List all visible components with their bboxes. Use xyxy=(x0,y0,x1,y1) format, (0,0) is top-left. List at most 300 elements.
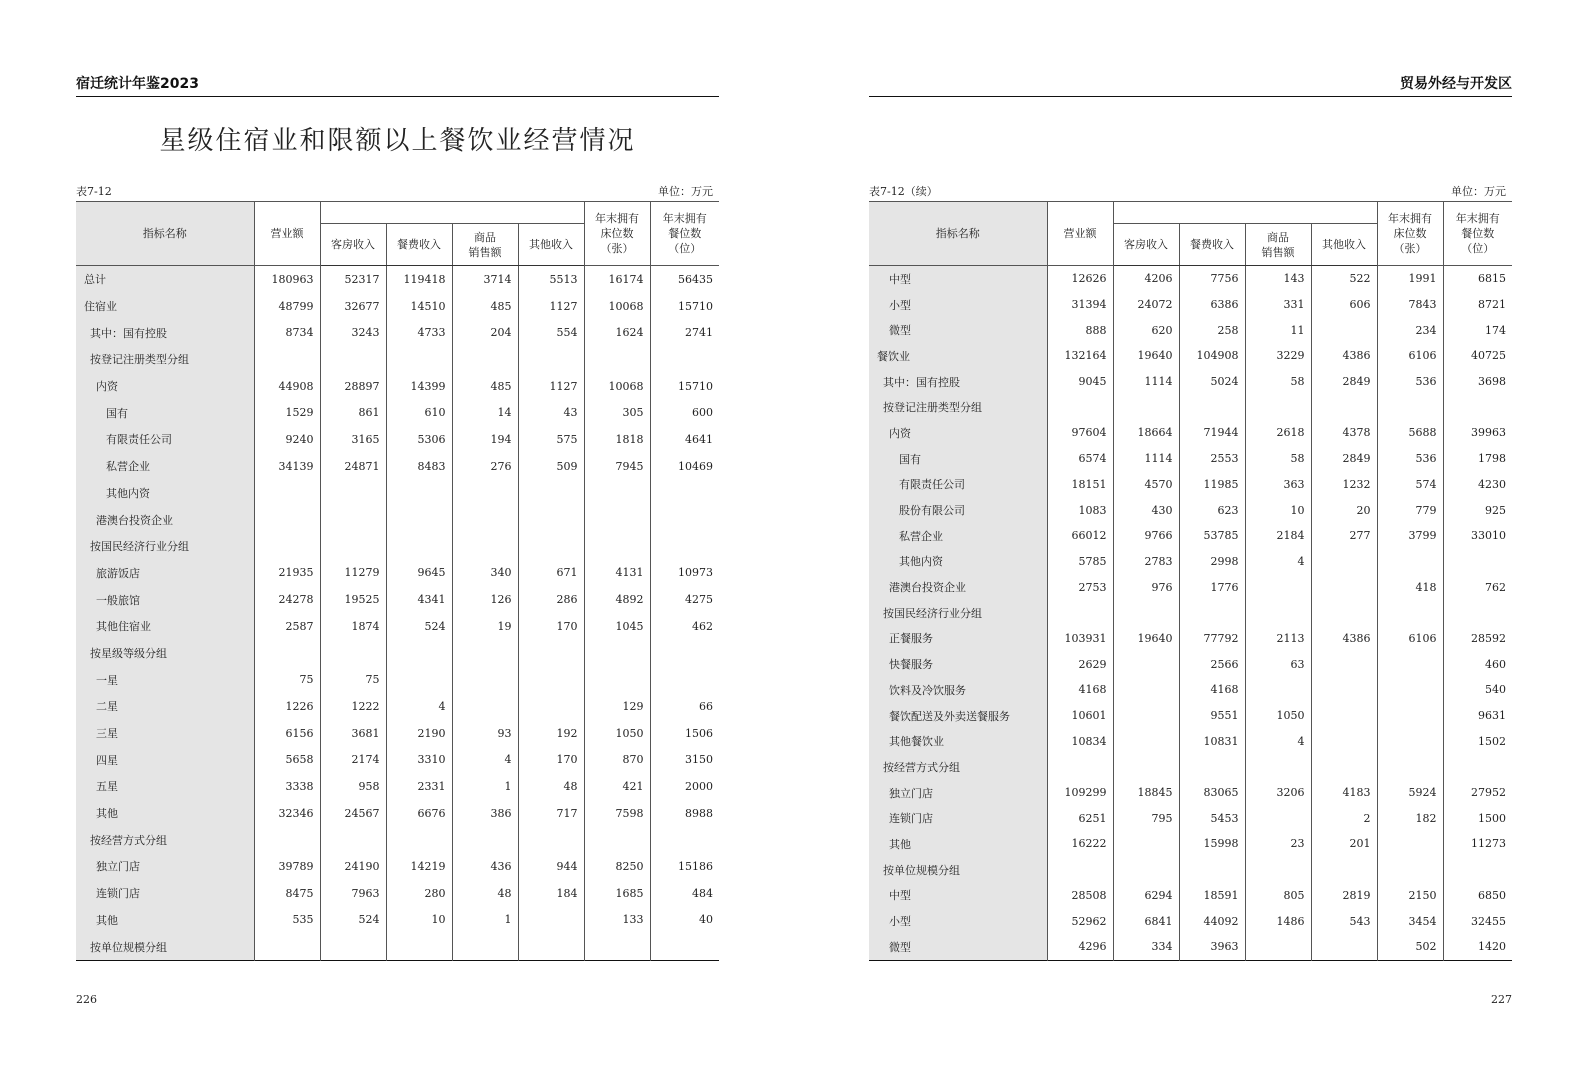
table-unit: 单位：万元 xyxy=(658,185,713,198)
cell-value xyxy=(1377,728,1443,754)
cell-value: 2753 xyxy=(1047,574,1113,600)
cell-value xyxy=(1311,600,1377,626)
cell-value: 9240 xyxy=(254,426,320,453)
cell-value: 502 xyxy=(1377,934,1443,960)
header-beds: 年末拥有 床位数 （张） xyxy=(1377,202,1443,266)
table-row xyxy=(76,826,719,853)
cell-value xyxy=(386,480,452,507)
row-label: 独立门店 xyxy=(76,853,254,880)
cell-value xyxy=(1377,394,1443,420)
cell-value: 66012 xyxy=(1047,523,1113,549)
header-goods: 商品 销售额 xyxy=(1245,224,1311,266)
row-label: 微型 xyxy=(869,934,1047,960)
cell-value: 24567 xyxy=(320,800,386,827)
row-label: 一星 xyxy=(76,666,254,693)
cell-value: 277 xyxy=(1311,523,1377,549)
cell-value: 5924 xyxy=(1377,780,1443,806)
cell-value: 3229 xyxy=(1245,343,1311,369)
cell-value: 1502 xyxy=(1443,728,1512,754)
row-label: 总计 xyxy=(76,266,254,293)
cell-value xyxy=(1179,600,1245,626)
cell-value: 8988 xyxy=(650,800,719,827)
cell-value xyxy=(254,640,320,667)
cell-value: 15186 xyxy=(650,853,719,880)
cell-value: 71944 xyxy=(1179,420,1245,446)
cell-value xyxy=(1113,728,1179,754)
cell-value: 16174 xyxy=(584,266,650,293)
cell-value xyxy=(584,666,650,693)
row-label: 港澳台投资企业 xyxy=(76,506,254,533)
cell-value: 75 xyxy=(254,666,320,693)
cell-value: 524 xyxy=(386,613,452,640)
cell-value: 2783 xyxy=(1113,549,1179,575)
cell-value: 28897 xyxy=(320,373,386,400)
running-header: 宿迁统计年鉴2023 xyxy=(76,74,719,97)
cell-value: 430 xyxy=(1113,497,1179,523)
cell-value: 3454 xyxy=(1377,908,1443,934)
cell-value: 194 xyxy=(452,426,518,453)
cell-value: 133 xyxy=(584,907,650,934)
cell-value: 574 xyxy=(1377,472,1443,498)
cell-value: 19640 xyxy=(1113,343,1179,369)
cell-value: 170 xyxy=(518,613,584,640)
cell-value xyxy=(1377,857,1443,883)
cell-value: 1624 xyxy=(584,319,650,346)
header-room: 客房收入 xyxy=(1113,224,1179,266)
cell-value: 4296 xyxy=(1047,934,1113,960)
cell-value: 4386 xyxy=(1311,343,1377,369)
row-label: 小型 xyxy=(869,908,1047,934)
cell-value: 27952 xyxy=(1443,780,1512,806)
header-room: 客房收入 xyxy=(320,224,386,266)
cell-value: 19 xyxy=(452,613,518,640)
table-row xyxy=(869,369,1512,395)
cell-value: 75 xyxy=(320,666,386,693)
row-label: 中型 xyxy=(869,883,1047,909)
row-label: 五星 xyxy=(76,773,254,800)
cell-value xyxy=(1377,754,1443,780)
cell-value: 58 xyxy=(1245,369,1311,395)
cell-value xyxy=(320,933,386,960)
header-revenue-breakdown xyxy=(320,202,584,224)
cell-value: 18151 xyxy=(1047,472,1113,498)
cell-value xyxy=(386,640,452,667)
cell-value xyxy=(1113,857,1179,883)
cell-value: 143 xyxy=(1245,266,1311,292)
cell-value xyxy=(1311,728,1377,754)
cell-value xyxy=(1443,857,1512,883)
row-label: 连锁门店 xyxy=(869,805,1047,831)
cell-value xyxy=(254,826,320,853)
cell-value: 331 xyxy=(1245,292,1311,318)
row-label: 按登记注册类型分组 xyxy=(869,394,1047,420)
cell-value xyxy=(650,640,719,667)
header-seats: 年末拥有 餐位数 （位） xyxy=(650,202,719,266)
table-body xyxy=(869,266,1512,961)
cell-value xyxy=(584,933,650,960)
cell-value: 32677 xyxy=(320,293,386,320)
cell-value: 1486 xyxy=(1245,908,1311,934)
cell-value: 15998 xyxy=(1179,831,1245,857)
cell-value xyxy=(1443,549,1512,575)
table-row xyxy=(869,780,1512,806)
cell-value xyxy=(1311,857,1377,883)
cell-value: 28592 xyxy=(1443,626,1512,652)
cell-value: 4131 xyxy=(584,560,650,587)
cell-value xyxy=(1113,677,1179,703)
table-row xyxy=(76,720,719,747)
cell-value xyxy=(518,533,584,560)
cell-value: 2331 xyxy=(386,773,452,800)
table-row xyxy=(869,574,1512,600)
cell-value: 180963 xyxy=(254,266,320,293)
cell-value: 6386 xyxy=(1179,292,1245,318)
cell-value: 6574 xyxy=(1047,446,1113,472)
cell-value xyxy=(386,933,452,960)
table-row xyxy=(76,319,719,346)
table-row xyxy=(76,586,719,613)
cell-value xyxy=(386,666,452,693)
cell-value xyxy=(1443,600,1512,626)
cell-value xyxy=(1113,394,1179,420)
cell-value: 1420 xyxy=(1443,934,1512,960)
table-id: 表7-12（续） xyxy=(869,185,938,198)
cell-value: 8250 xyxy=(584,853,650,880)
row-label: 住宿业 xyxy=(76,293,254,320)
row-label: 其他 xyxy=(76,907,254,934)
cell-value xyxy=(1113,600,1179,626)
cell-value: 97604 xyxy=(1047,420,1113,446)
table-row xyxy=(76,399,719,426)
cell-value xyxy=(1311,549,1377,575)
table-row xyxy=(76,613,719,640)
cell-value: 11 xyxy=(1245,317,1311,343)
cell-value: 10973 xyxy=(650,560,719,587)
cell-value: 888 xyxy=(1047,317,1113,343)
cell-value: 509 xyxy=(518,453,584,480)
cell-value: 1818 xyxy=(584,426,650,453)
cell-value: 6850 xyxy=(1443,883,1512,909)
cell-value: 1114 xyxy=(1113,369,1179,395)
row-label: 私营企业 xyxy=(869,523,1047,549)
cell-value: 280 xyxy=(386,880,452,907)
cell-value: 4206 xyxy=(1113,266,1179,292)
cell-value: 5785 xyxy=(1047,549,1113,575)
cell-value xyxy=(1311,394,1377,420)
cell-value: 258 xyxy=(1179,317,1245,343)
table-row xyxy=(869,651,1512,677)
cell-value: 4733 xyxy=(386,319,452,346)
cell-value xyxy=(650,506,719,533)
cell-value xyxy=(320,640,386,667)
table-id: 表7-12 xyxy=(76,185,112,198)
cell-value: 48 xyxy=(518,773,584,800)
cell-value: 32455 xyxy=(1443,908,1512,934)
cell-value: 204 xyxy=(452,319,518,346)
cell-value: 10601 xyxy=(1047,703,1113,729)
table-body xyxy=(76,266,719,961)
table-row xyxy=(869,857,1512,883)
cell-value: 485 xyxy=(452,373,518,400)
cell-value: 3206 xyxy=(1245,780,1311,806)
cell-value: 1874 xyxy=(320,613,386,640)
cell-value: 3963 xyxy=(1179,934,1245,960)
header-catering: 餐费收入 xyxy=(1179,224,1245,266)
cell-value: 717 xyxy=(518,800,584,827)
cell-value xyxy=(650,533,719,560)
page-number: 226 xyxy=(76,993,97,1006)
cell-value: 2741 xyxy=(650,319,719,346)
cell-value: 19640 xyxy=(1113,626,1179,652)
cell-value: 3243 xyxy=(320,319,386,346)
cell-value: 340 xyxy=(452,560,518,587)
cell-value xyxy=(1311,703,1377,729)
table-row xyxy=(869,497,1512,523)
cell-value: 536 xyxy=(1377,369,1443,395)
table-row xyxy=(869,908,1512,934)
row-label: 有限责任公司 xyxy=(76,426,254,453)
cell-value xyxy=(1377,703,1443,729)
cell-value: 2174 xyxy=(320,746,386,773)
cell-value xyxy=(254,480,320,507)
cell-value: 15710 xyxy=(650,293,719,320)
header-catering: 餐费收入 xyxy=(386,224,452,266)
table-row xyxy=(76,560,719,587)
cell-value: 421 xyxy=(584,773,650,800)
table-row xyxy=(76,800,719,827)
table-row xyxy=(869,831,1512,857)
cell-value: 20 xyxy=(1311,497,1377,523)
row-label: 其中：国有控股 xyxy=(869,369,1047,395)
left-page xyxy=(76,0,719,1077)
cell-value: 575 xyxy=(518,426,584,453)
table-row xyxy=(76,933,719,960)
cell-value xyxy=(1179,394,1245,420)
cell-value xyxy=(452,506,518,533)
row-label: 按国民经济行业分组 xyxy=(76,533,254,560)
cell-value xyxy=(386,346,452,373)
cell-value: 9645 xyxy=(386,560,452,587)
cell-value xyxy=(1311,677,1377,703)
cell-value xyxy=(1311,934,1377,960)
table-row xyxy=(869,805,1512,831)
table-row xyxy=(869,266,1512,292)
cell-value: 10834 xyxy=(1047,728,1113,754)
row-label: 其他 xyxy=(76,800,254,827)
table-row xyxy=(869,420,1512,446)
cell-value xyxy=(1311,317,1377,343)
cell-value xyxy=(1245,754,1311,780)
cell-value xyxy=(584,506,650,533)
cell-value: 28508 xyxy=(1047,883,1113,909)
row-label: 其他内资 xyxy=(76,480,254,507)
cell-value xyxy=(1245,394,1311,420)
cell-value: 14510 xyxy=(386,293,452,320)
cell-value: 129 xyxy=(584,693,650,720)
cell-value xyxy=(1047,754,1113,780)
cell-value: 600 xyxy=(650,399,719,426)
table-row xyxy=(76,746,719,773)
cell-value xyxy=(1443,394,1512,420)
row-label: 港澳台投资企业 xyxy=(869,574,1047,600)
cell-value: 1114 xyxy=(1113,446,1179,472)
cell-value: 2150 xyxy=(1377,883,1443,909)
cell-value: 606 xyxy=(1311,292,1377,318)
cell-value: 52317 xyxy=(320,266,386,293)
table-meta xyxy=(869,183,1512,199)
cell-value: 4 xyxy=(1245,728,1311,754)
cell-value: 18591 xyxy=(1179,883,1245,909)
cell-value: 4 xyxy=(1245,549,1311,575)
cell-value: 554 xyxy=(518,319,584,346)
cell-value: 4570 xyxy=(1113,472,1179,498)
cell-value xyxy=(386,826,452,853)
cell-value: 93 xyxy=(452,720,518,747)
table-row xyxy=(76,907,719,934)
cell-value: 4168 xyxy=(1179,677,1245,703)
cell-value: 540 xyxy=(1443,677,1512,703)
cell-value: 2618 xyxy=(1245,420,1311,446)
cell-value xyxy=(650,933,719,960)
row-label: 其他住宿业 xyxy=(76,613,254,640)
table-row xyxy=(869,523,1512,549)
cell-value xyxy=(386,533,452,560)
row-label: 旅游饭店 xyxy=(76,560,254,587)
cell-value: 48799 xyxy=(254,293,320,320)
cell-value xyxy=(584,826,650,853)
cell-value: 24072 xyxy=(1113,292,1179,318)
cell-value: 4386 xyxy=(1311,626,1377,652)
cell-value: 5688 xyxy=(1377,420,1443,446)
cell-value xyxy=(1245,805,1311,831)
cell-value: 2553 xyxy=(1179,446,1245,472)
header-indicator: 指标名称 xyxy=(76,202,254,266)
cell-value: 9766 xyxy=(1113,523,1179,549)
cell-value xyxy=(1179,857,1245,883)
cell-value xyxy=(1377,549,1443,575)
cell-value xyxy=(452,480,518,507)
table-row xyxy=(76,533,719,560)
cell-value xyxy=(320,826,386,853)
table-row xyxy=(869,677,1512,703)
cell-value: 4275 xyxy=(650,586,719,613)
page-title: 星级住宿业和限额以上餐饮业经营情况 xyxy=(159,126,636,156)
row-label: 其他内资 xyxy=(869,549,1047,575)
cell-value xyxy=(1047,857,1113,883)
cell-value: 3681 xyxy=(320,720,386,747)
cell-value: 11279 xyxy=(320,560,386,587)
cell-value xyxy=(1311,574,1377,600)
cell-value xyxy=(584,346,650,373)
cell-value: 2849 xyxy=(1311,446,1377,472)
table-row xyxy=(869,703,1512,729)
cell-value xyxy=(518,693,584,720)
cell-value: 4341 xyxy=(386,586,452,613)
row-label: 按单位规模分组 xyxy=(869,857,1047,883)
cell-value: 11273 xyxy=(1443,831,1512,857)
cell-value: 24278 xyxy=(254,586,320,613)
cell-value: 2566 xyxy=(1179,651,1245,677)
table-row xyxy=(76,266,719,293)
cell-value: 1506 xyxy=(650,720,719,747)
cell-value: 182 xyxy=(1377,805,1443,831)
cell-value: 58 xyxy=(1245,446,1311,472)
cell-value: 484 xyxy=(650,880,719,907)
row-label: 连锁门店 xyxy=(76,880,254,907)
header-other: 其他收入 xyxy=(1311,224,1377,266)
table-row xyxy=(76,480,719,507)
cell-value: 485 xyxy=(452,293,518,320)
cell-value: 3150 xyxy=(650,746,719,773)
cell-value: 2998 xyxy=(1179,549,1245,575)
cell-value: 1685 xyxy=(584,880,650,907)
cell-value: 2629 xyxy=(1047,651,1113,677)
cell-value xyxy=(320,506,386,533)
cell-value: 5513 xyxy=(518,266,584,293)
cell-value: 2849 xyxy=(1311,369,1377,395)
cell-value xyxy=(320,480,386,507)
cell-value xyxy=(650,826,719,853)
cell-value: 386 xyxy=(452,800,518,827)
cell-value xyxy=(518,346,584,373)
cell-value: 1500 xyxy=(1443,805,1512,831)
row-label: 一般旅馆 xyxy=(76,586,254,613)
table-row xyxy=(869,549,1512,575)
cell-value: 43 xyxy=(518,399,584,426)
cell-value: 6294 xyxy=(1113,883,1179,909)
cell-value: 3310 xyxy=(386,746,452,773)
cell-value xyxy=(1245,574,1311,600)
row-label: 餐饮配送及外卖送餐服务 xyxy=(869,703,1047,729)
table-row xyxy=(869,600,1512,626)
cell-value: 6815 xyxy=(1443,266,1512,292)
row-label: 中型 xyxy=(869,266,1047,292)
cell-value: 6106 xyxy=(1377,626,1443,652)
cell-value: 805 xyxy=(1245,883,1311,909)
cell-value xyxy=(584,480,650,507)
cell-value: 1991 xyxy=(1377,266,1443,292)
cell-value xyxy=(518,907,584,934)
cell-value xyxy=(452,640,518,667)
cell-value: 1127 xyxy=(518,373,584,400)
table-row xyxy=(869,626,1512,652)
cell-value: 4230 xyxy=(1443,472,1512,498)
cell-value: 44908 xyxy=(254,373,320,400)
table-row xyxy=(76,426,719,453)
cell-value xyxy=(1113,651,1179,677)
cell-value xyxy=(584,640,650,667)
cell-value: 40725 xyxy=(1443,343,1512,369)
cell-value xyxy=(1311,754,1377,780)
cell-value: 4892 xyxy=(584,586,650,613)
row-label: 按星级等级分组 xyxy=(76,640,254,667)
cell-value: 5306 xyxy=(386,426,452,453)
row-label: 内资 xyxy=(76,373,254,400)
cell-value: 3698 xyxy=(1443,369,1512,395)
cell-value xyxy=(452,666,518,693)
cell-value: 24871 xyxy=(320,453,386,480)
cell-value: 460 xyxy=(1443,651,1512,677)
cell-value: 3165 xyxy=(320,426,386,453)
cell-value: 56435 xyxy=(650,266,719,293)
table-row xyxy=(76,773,719,800)
row-label: 微型 xyxy=(869,317,1047,343)
cell-value xyxy=(650,346,719,373)
cell-value: 14219 xyxy=(386,853,452,880)
table-row xyxy=(869,292,1512,318)
row-label: 股份有限公司 xyxy=(869,497,1047,523)
cell-value xyxy=(452,533,518,560)
